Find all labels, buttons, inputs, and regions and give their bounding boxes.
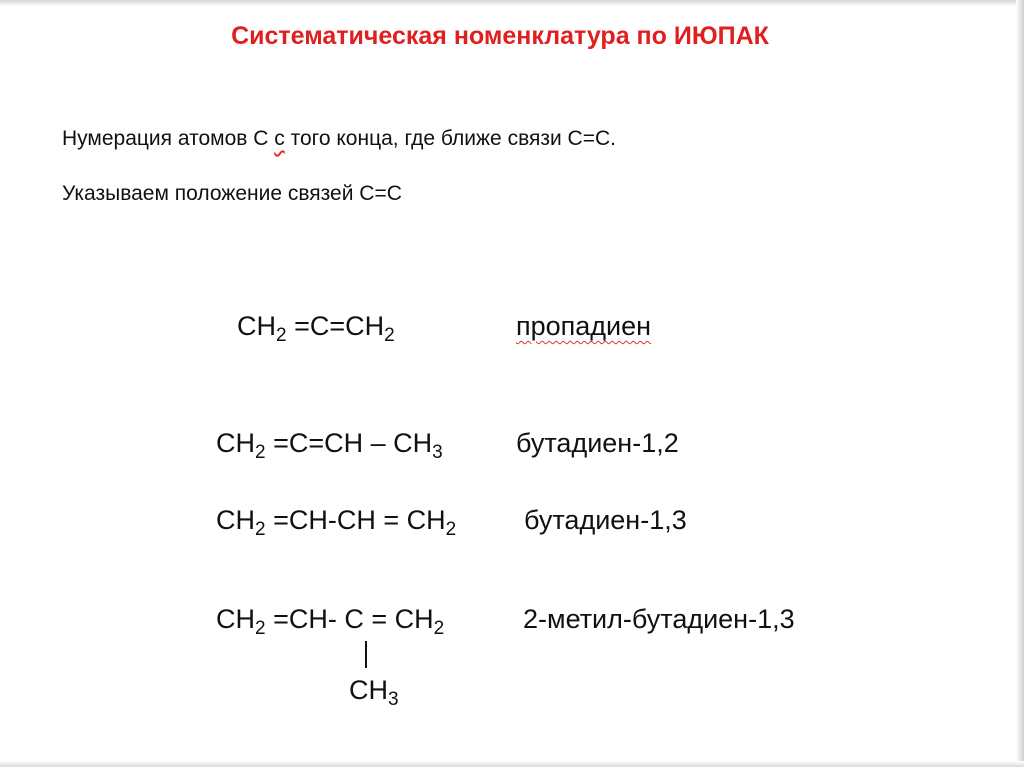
- formula-part: CH: [349, 675, 388, 705]
- formula-subscript: 2: [384, 325, 395, 346]
- formula-butadiene-13: [216, 505, 456, 541]
- rule-numbering-part: того конца, где ближе связи С=С.: [284, 127, 616, 150]
- formula-subscript: 2: [255, 442, 266, 463]
- formula-part: CH: [237, 311, 276, 341]
- formula-propadiene: [237, 311, 395, 347]
- rule-numbering-underlined-word: с: [274, 127, 285, 150]
- branch-bond-line: [365, 641, 367, 668]
- slide-top-edge: [0, 0, 1024, 6]
- name-butadiene-12: бутадиен-1,2: [516, 428, 679, 458]
- formula-part: =C=CH – CH: [265, 428, 433, 458]
- slide-bottom-edge: [0, 761, 1024, 767]
- formula-butadiene-12: [216, 428, 443, 464]
- name-methyl-butadiene: 2-метил-бутадиен-1,3: [523, 604, 795, 634]
- formula-subscript: 2: [255, 618, 266, 639]
- formula-part: =CH-CH = CH: [265, 505, 446, 535]
- name-propadiene: пропадиен: [516, 311, 652, 341]
- formula-subscript: 2: [255, 519, 266, 540]
- formula-part: =C=CH: [286, 311, 385, 341]
- formula-subscript: 3: [388, 689, 399, 710]
- formula-methyl-branch: [349, 675, 399, 711]
- formula-subscript: 2: [445, 519, 457, 540]
- formula-methyl-butadiene: [216, 604, 444, 640]
- rule-numbering-part: Нумерация атомов С: [62, 127, 275, 150]
- slide-right-edge: [1016, 0, 1024, 767]
- formula-subscript: 2: [276, 325, 287, 346]
- formula-subscript: 2: [433, 618, 445, 639]
- name-butadiene-13: бутадиен-1,3: [524, 505, 687, 535]
- slide-title: Систематическая номенклатура по ИЮПАК: [231, 22, 769, 50]
- rule-position: Указываем положение связей С=С: [62, 182, 402, 205]
- formula-part: CH: [216, 428, 255, 458]
- rule-numbering: [62, 127, 616, 151]
- formula-part: CH: [216, 505, 255, 535]
- formula-part: CH: [216, 604, 255, 634]
- formula-part: =CH- C = CH: [265, 604, 434, 634]
- formula-subscript: 3: [432, 442, 443, 463]
